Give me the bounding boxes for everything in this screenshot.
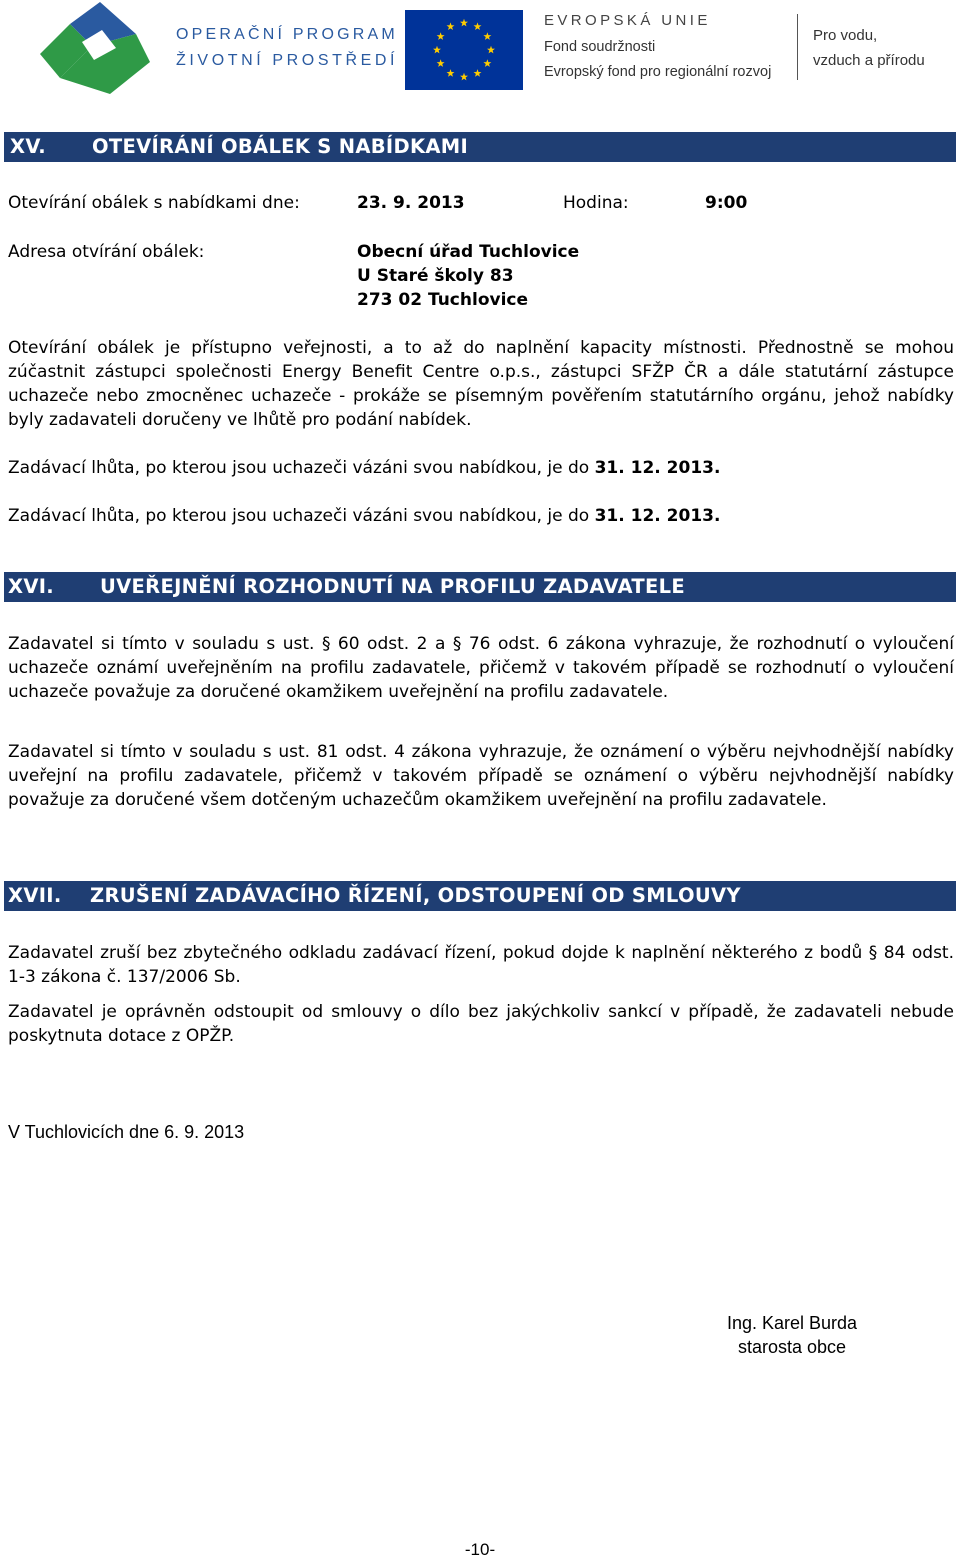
deadline-line-2	[8, 504, 720, 528]
section-xvi-title: UVEŘEJNĚNÍ ROZHODNUTÍ NA PROFILU ZADAVATELE	[100, 575, 685, 598]
section-xvi-heading	[4, 572, 956, 602]
opening-date-value: 23. 9. 2013	[357, 193, 465, 213]
deadline-line-1	[8, 456, 720, 480]
xvi-paragraph-2: Zadavatel si tímto v souladu s ust. 81 odst. 4 zákona vyhrazuje, že oznámení o výběru nejvhodnější nabídky uveřejní na profilu zadavatele, přičemž v takovém případě se oznámení o výběru nejvhodnější nabídky považuje za doručené všem dotčeným uchazečům okamžikem uveřejnění na profilu zadavatele.	[8, 742, 954, 810]
signature-role: starosta obce	[737, 1337, 847, 1357]
deadline-text-1: Zadávací lhůta, po kterou jsou uchazeči vázáni svou nabídkou, je do	[8, 458, 590, 478]
slogan-line2: vzduch a přírodu	[813, 52, 925, 69]
section-xvii-heading	[4, 881, 956, 911]
eu-flag-icon	[405, 10, 523, 90]
opening-hour-value: 9:00	[705, 193, 748, 213]
opening-date-label: Otevírání obálek s nabídkami dne:	[8, 193, 300, 213]
section-xv-heading	[4, 132, 956, 162]
opzp-logo-icon	[30, 2, 160, 98]
page-number: -10-	[464, 1540, 496, 1559]
section-xv-number: XV.	[10, 135, 46, 158]
section-xv-title: OTEVÍRÁNÍ OBÁLEK S NABÍDKAMI	[92, 135, 469, 158]
section-xvi-number: XVI.	[8, 575, 54, 598]
slogan-line1: Pro vodu,	[813, 27, 878, 44]
opening-paragraph: Otevírání obálek je přístupno veřejnosti, a to až do naplnění kapacity místnosti. Přednostně se mohou zúčastnit zástupci společnosti Energy Benefit Centre o.p.s., zástupci SFŽP ČR a dále statutární zástupce uchazeče nebo zmocněnec uchazeče - prokáže se písemným pověřením statutárního orgánu, jehož nabídky byly zadavateli doručeny ve lhůtě pro podání nabídek.	[8, 338, 954, 430]
opening-hour-label: Hodina:	[563, 193, 629, 213]
section-xvii-number: XVII.	[8, 884, 62, 907]
address-label: Adresa otvírání obálek:	[8, 242, 205, 262]
deadline-text-2: Zadávací lhůta, po kterou jsou uchazeči vázáni svou nabídkou, je do	[8, 506, 590, 526]
deadline-date-1: 31. 12. 2013.	[594, 458, 721, 478]
xvi-paragraph-1: Zadavatel si tímto v souladu s ust. § 60 odst. 2 a § 76 odst. 6 zákona vyhrazuje, že rozhodnutí o vyloučení uchazeče oznámí uveřejněním na profilu zadavatele, přičemž v takovém případě se rozhodnutí o vyloučení uchazeče považuje za doručené okamžikem uveřejnění na profilu zadavatele.	[8, 634, 954, 702]
header-divider	[797, 14, 798, 80]
deadline-date-2: 31. 12. 2013.	[594, 506, 721, 526]
address-line1: Obecní úřad Tuchlovice	[357, 242, 580, 262]
opzp-line2: ŽIVOTNÍ PROSTŘEDÍ	[176, 52, 399, 69]
address-line3: 273 02 Tuchlovice	[357, 290, 529, 310]
opzp-line1: OPERAČNÍ PROGRAM	[176, 26, 398, 43]
eu-title: EVROPSKÁ UNIE	[544, 12, 711, 29]
xvii-paragraph-1: Zadavatel zruší bez zbytečného odkladu zadávací řízení, pokud dojde k naplnění některého z bodů § 84 odst. 1-3 zákona č. 137/2006 Sb.	[8, 943, 954, 987]
address-line2: U Staré školy 83	[357, 266, 514, 286]
place-and-date: V Tuchlovicích dne 6. 9. 2013	[8, 1122, 245, 1142]
signature-name: Ing. Karel Burda	[726, 1313, 858, 1333]
eu-fund1: Fond soudržnosti	[544, 39, 656, 55]
xvii-paragraph-2: Zadavatel je oprávněn odstoupit od smlouvy o dílo bez jakýchkoliv sankcí v případě, že zadavateli nebude poskytnuta dotace z OPŽP.	[8, 1002, 954, 1046]
section-xvii-title: ZRUŠENÍ ZADÁVACÍHO ŘÍZENÍ, ODSTOUPENÍ OD SMLOUVY	[90, 884, 741, 907]
eu-fund2: Evropský fond pro regionální rozvoj	[544, 64, 772, 80]
